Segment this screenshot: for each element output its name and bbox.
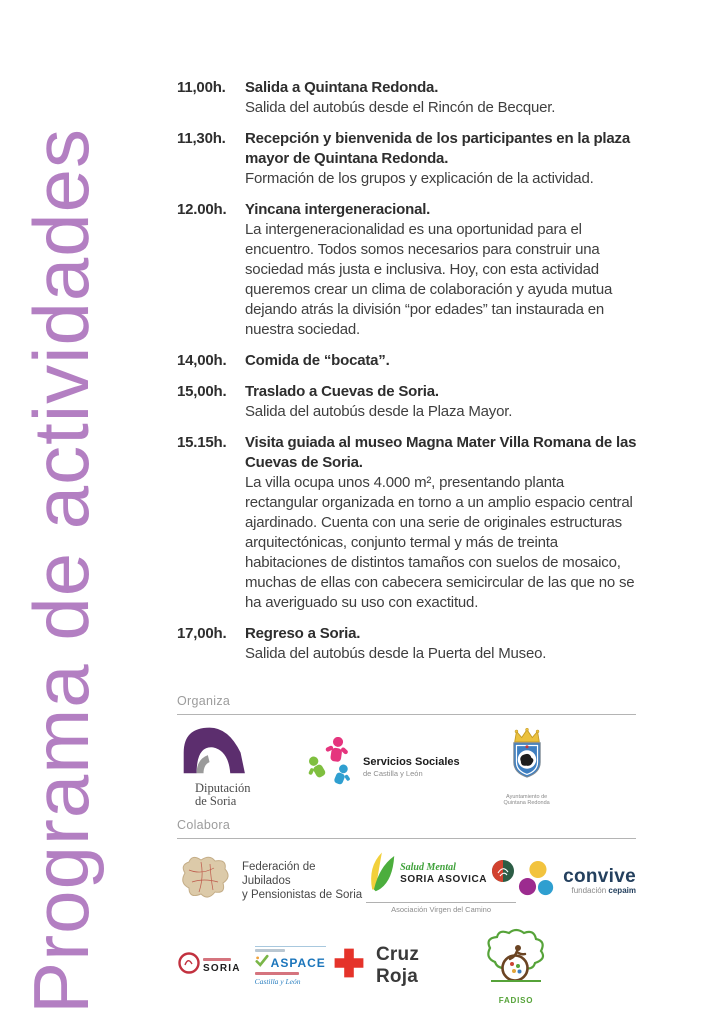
item-body: La intergeneracionalidad es una oportunidad para el encuentro. Todos somos necesarios para construir una sociedad más justa e inclusiva. Hoy, con esta actividad queremos crear un clima de colaboración y ayuda mutua dejando atrás la división “por edades” tan instaurada en nuestra sociedad. (245, 221, 613, 338)
puzzle-people-icon (305, 737, 359, 796)
time-label: 14,00h. (177, 352, 227, 369)
organiza-label: Organiza (177, 694, 231, 708)
logo-servicios-sociales (305, 737, 460, 796)
item-body: La villa ocupa unos 4.000 m², presentando planta rectangular organizada en torno a un amplio espacio central ajardinado. Cuenta con una serie de originales estructuras arquitectónicas, conjunto termal y más de treinta habitaciones de distintos tamaños con suelos de mosaico, muchas de ellas con cabecera semicircular de las que no se ha averiguado su uso con exactitud. (245, 474, 635, 611)
diputacion-line1: Diputación (195, 781, 251, 795)
servicios-text (363, 756, 460, 778)
check-swoosh-icon (255, 954, 269, 972)
item-content (245, 78, 637, 118)
servicios-sub: de Castilla y León (363, 768, 423, 778)
colabora-label: Colabora (177, 818, 231, 832)
convive-text (563, 867, 636, 895)
salud-mental-script: Salud Mental (400, 862, 456, 873)
time-label: 11,00h. (177, 79, 226, 96)
schedule (177, 78, 637, 675)
red-cross-icon (333, 947, 365, 984)
fadiso-name: FADISO (498, 996, 534, 1005)
time-label: 15.15h. (177, 434, 227, 451)
item-body: Salida del autobús desde el Rincón de Becquer. (245, 99, 556, 116)
diputacion-text (195, 782, 277, 808)
salud-texts (400, 862, 487, 885)
aspace-row (255, 954, 326, 972)
federacion-text (242, 860, 365, 902)
schedule-item (177, 129, 637, 189)
arch-icon (177, 725, 277, 780)
divider (177, 838, 636, 839)
item-body: Formación de los grupos y explicación de la actividad. (245, 170, 594, 187)
logo-salud-mental-asovica (366, 848, 516, 914)
soria-name: SORIA (203, 962, 241, 974)
colabora-section (177, 818, 636, 1005)
schedule-item (177, 624, 637, 664)
soria-province-map-icon (177, 852, 233, 911)
micro-text (203, 958, 231, 961)
convive-name: convive (563, 866, 636, 887)
convive-fundacion: fundación (571, 886, 609, 895)
servicios-name: Servicios Sociales (363, 755, 460, 768)
time-label: 11,30h. (177, 130, 226, 147)
convive-cepaim: cepaim (608, 886, 636, 895)
item-content (245, 382, 637, 422)
schedule-item (177, 351, 637, 371)
colabora-logos-row2 (177, 926, 636, 1005)
item-title: Regreso a Soria. (245, 625, 361, 642)
ayuntamiento-caption (504, 794, 550, 807)
item-body: Salida del autobús desde la Puerta del Museo. (245, 645, 547, 662)
salud-top (366, 848, 516, 899)
diputacion-line2: de Soria (195, 794, 237, 808)
logo-ayuntamiento-quintana-redonda (502, 727, 552, 807)
item-content (245, 351, 637, 371)
soria-asovica-name: SORIA ASOVICA (400, 874, 488, 885)
schedule-item (177, 200, 637, 340)
ayuntamiento-line2: Quintana Redonda (503, 800, 550, 806)
organiza-section (177, 694, 636, 808)
time-label: 17,00h. (177, 625, 227, 642)
soria-part (177, 951, 241, 980)
logo-cruz-roja (333, 944, 461, 988)
soria-text-col (203, 958, 241, 974)
item-title: Yincana intergeneracional. (245, 201, 431, 218)
item-content (245, 624, 637, 664)
three-dots-icon (517, 860, 557, 903)
item-content (245, 129, 637, 189)
asovica-emblem-icon (491, 859, 515, 888)
aspace-region: Castilla y León (254, 976, 301, 986)
schedule-item (177, 433, 637, 613)
organiza-logos (177, 725, 636, 808)
logo-federacion-jubilados (177, 852, 365, 911)
cruz-roja-name: Cruz Roja (376, 943, 420, 987)
federacion-line1: Federación de Jubilados (242, 861, 316, 887)
divider (177, 714, 636, 715)
logo-convive-cepaim (517, 860, 636, 903)
item-content (245, 200, 637, 340)
schedule-item (177, 78, 637, 118)
micro-text (255, 949, 285, 952)
aspace-name: ASPACE (270, 955, 326, 970)
item-title: Comida de “bocata”. (245, 352, 390, 369)
convive-caption (571, 886, 636, 895)
colabora-logos-row1 (177, 848, 636, 914)
logo-soria-aspace (177, 946, 326, 986)
salud-caption: Asociación Virgen del Camino (366, 902, 516, 914)
item-body: Salida del autobús desde la Plaza Mayor. (245, 403, 513, 420)
item-content (245, 433, 637, 613)
time-label: 12.00h. (177, 201, 227, 218)
logo-diputacion-soria (177, 725, 277, 808)
aspace-part (255, 946, 326, 986)
item-title: Salida a Quintana Redonda. (245, 79, 439, 96)
micro-text (255, 972, 299, 975)
ribbon-leaf-icon (366, 848, 396, 899)
schedule-item (177, 382, 637, 422)
item-title: Recepción y bienvenida de los participantes en la plaza mayor de Quintana Redonda. (245, 130, 630, 167)
logo-fadiso (483, 926, 549, 1005)
item-title: Visita guiada al museo Magna Mater Villa Romana de las Cuevas de Soria. (245, 434, 637, 471)
time-label: 15,00h. (177, 383, 227, 400)
item-title: Traslado a Cuevas de Soria. (245, 383, 439, 400)
coat-of-arms-icon (502, 727, 552, 790)
page-title-vertical: Programa de actividades (17, 128, 105, 1014)
soria-ring-icon (177, 951, 201, 980)
ayuntamiento-line1: Ayuntamiento de (506, 793, 548, 800)
tree-wheelchair-icon (483, 926, 549, 995)
federacion-line2: y Pensionistas de Soria (242, 889, 363, 901)
